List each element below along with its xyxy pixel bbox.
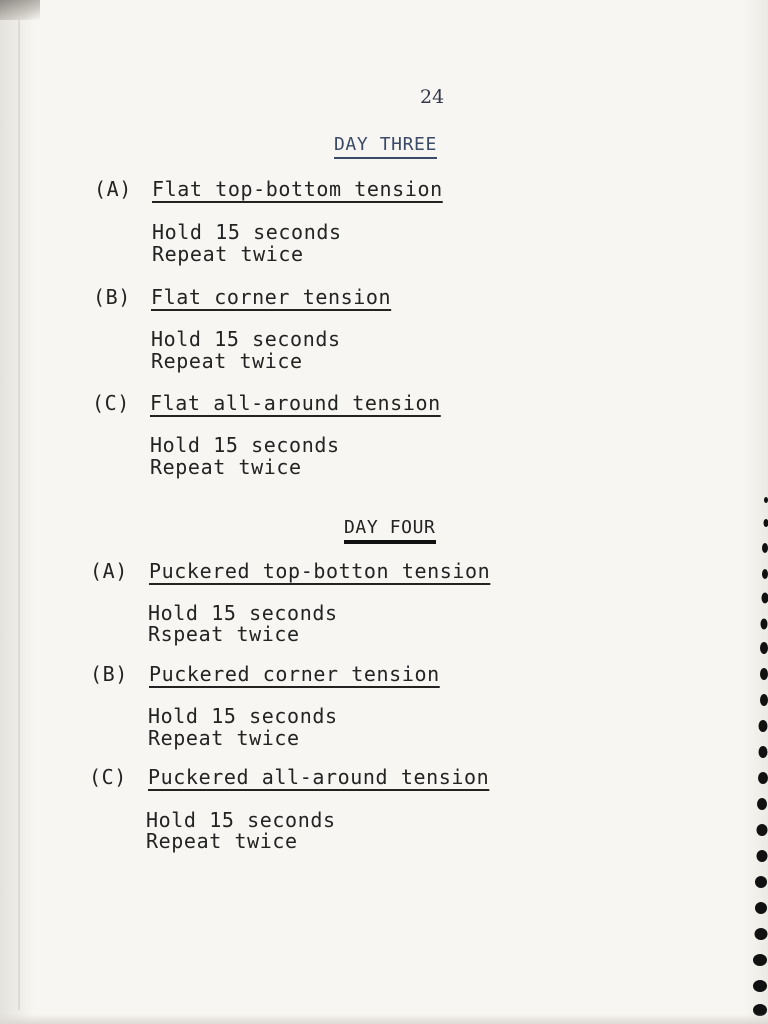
exercise-repeat: Rspeat twice [148, 622, 300, 646]
exercise-repeat: Repeat twice [151, 349, 303, 373]
exercise-hold: Hold 15 seconds [151, 327, 341, 351]
exercise-repeat: Repeat twice [152, 242, 304, 266]
section-heading-day-three: DAY THREE [334, 134, 437, 159]
exercise-label: (B) [90, 662, 128, 686]
page-number: 24 [420, 86, 445, 108]
exercise-title: Puckered corner tension [149, 662, 440, 686]
section-heading-day-four: DAY FOUR [344, 517, 436, 544]
exercise-title: Flat corner tension [151, 285, 392, 309]
exercise-label: (C) [89, 765, 127, 789]
exercise-label: (A) [94, 177, 132, 201]
exercise-hold: Hold 15 seconds [148, 704, 338, 728]
exercise-hold: Hold 15 seconds [148, 601, 338, 625]
exercise-label: (A) [90, 559, 128, 583]
exercise-title: Flat all-around tension [150, 391, 441, 415]
exercise-title: Puckered all-around tension [148, 765, 490, 789]
exercise-repeat: Repeat twice [146, 829, 298, 853]
exercise-label: (B) [93, 285, 131, 309]
exercise-repeat: Repeat twice [150, 455, 302, 479]
page-binding-shadow [0, 0, 34, 1024]
exercise-title: Flat top-bottom tension [152, 177, 443, 201]
page-corner-shadow [0, 0, 40, 20]
exercise-hold: Hold 15 seconds [150, 433, 340, 457]
exercise-hold: Hold 15 seconds [146, 808, 336, 832]
exercise-repeat: Repeat twice [148, 726, 300, 750]
spiral-binding [748, 490, 768, 1024]
exercise-title: Puckered top-botton tension [149, 559, 491, 583]
exercise-label: (C) [92, 391, 130, 415]
page-bottom-edge [0, 1014, 768, 1024]
exercise-hold: Hold 15 seconds [152, 220, 342, 244]
